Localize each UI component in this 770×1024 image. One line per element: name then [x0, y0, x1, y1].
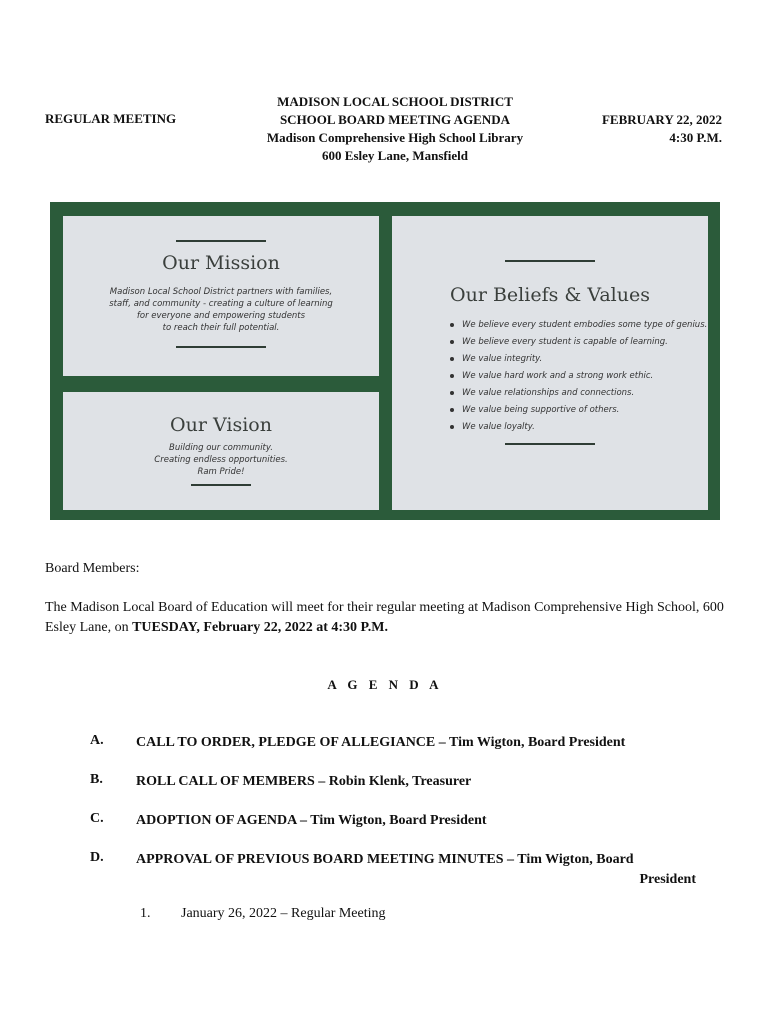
vision-line: Building our community.: [169, 443, 273, 453]
board-members-label: Board Members:: [45, 561, 140, 576]
belief-item: We value loyalty.: [462, 422, 708, 433]
meeting-location: Madison Comprehensive High School Library: [266, 130, 524, 145]
sub-item-number: 1.: [140, 906, 151, 921]
belief-item: We value being supportive of others.: [462, 405, 708, 416]
meeting-datetime: [602, 111, 722, 147]
divider: [505, 443, 595, 445]
vision-panel: [63, 392, 379, 510]
meeting-address: 600 Esley Lane, Mansfield: [322, 148, 468, 163]
mission-text: [63, 286, 379, 334]
beliefs-panel: [392, 216, 708, 510]
mission-line: to reach their full potential.: [162, 323, 280, 333]
meeting-type: REGULAR MEETING: [45, 111, 177, 126]
agenda-title-header: SCHOOL BOARD MEETING AGENDA: [279, 112, 511, 127]
item-text-continuation: President: [639, 872, 696, 887]
mission-line: staff, and community - creating a culture of learning: [109, 299, 333, 309]
beliefs-title: Our Beliefs & Values: [450, 284, 650, 306]
belief-item: We value relationships and connections.: [462, 388, 708, 399]
divider: [191, 484, 251, 486]
item-text: CALL TO ORDER, PLEDGE OF ALLEGIANCE – Tim Wigton, Board President: [136, 735, 626, 750]
belief-item: We value integrity.: [462, 354, 708, 365]
vision-text: [63, 442, 379, 478]
divider: [176, 346, 266, 348]
divider: [176, 240, 266, 242]
meeting-intro: [45, 598, 725, 638]
belief-item: We believe every student is capable of learning.: [462, 337, 708, 348]
meeting-date: FEBRUARY 22, 2022: [601, 112, 722, 127]
item-letter: C.: [90, 811, 104, 826]
belief-item: We value hard work and a strong work ethic.: [462, 371, 708, 382]
vision-title: Our Vision: [170, 414, 272, 436]
vision-line: Creating endless opportunities.: [154, 455, 288, 465]
document-header: [235, 93, 555, 165]
divider: [505, 260, 595, 262]
mission-title: Our Mission: [162, 252, 280, 274]
item-text: ADOPTION OF AGENDA – Tim Wigton, Board President: [136, 813, 487, 828]
item-text-line: APPROVAL OF PREVIOUS BOARD MEETING MINUTES – Tim Wigton, Board: [136, 852, 634, 867]
item-letter: A.: [90, 733, 104, 748]
mission-line: for everyone and empowering students: [136, 311, 306, 321]
item-letter: D.: [90, 850, 104, 865]
meeting-time: 4:30 P.M.: [669, 130, 722, 145]
intro-text: The Madison Local Board of Education will meet for their regular meeting at Madison Comprehensive High School, 600 Esley Lane, on: [45, 600, 724, 635]
agenda-heading: A G E N D A: [327, 677, 443, 692]
intro-date-bold: TUESDAY, February 22, 2022 at 4:30 P.M.: [132, 620, 388, 635]
mission-line: Madison Local School District partners with families,: [109, 287, 333, 297]
mission-panel: [63, 216, 379, 376]
item-text: [136, 850, 696, 890]
beliefs-list: [392, 320, 708, 433]
belief-item: We believe every student embodies some type of genius.: [462, 320, 708, 330]
mission-banner-image: [50, 202, 720, 520]
item-letter: B.: [90, 772, 103, 787]
district-name: MADISON LOCAL SCHOOL DISTRICT: [277, 94, 513, 109]
item-text: ROLL CALL OF MEMBERS – Robin Klenk, Treasurer: [136, 774, 472, 789]
sub-item-text: January 26, 2022 – Regular Meeting: [181, 906, 386, 921]
vision-line: Ram Pride!: [197, 467, 245, 477]
